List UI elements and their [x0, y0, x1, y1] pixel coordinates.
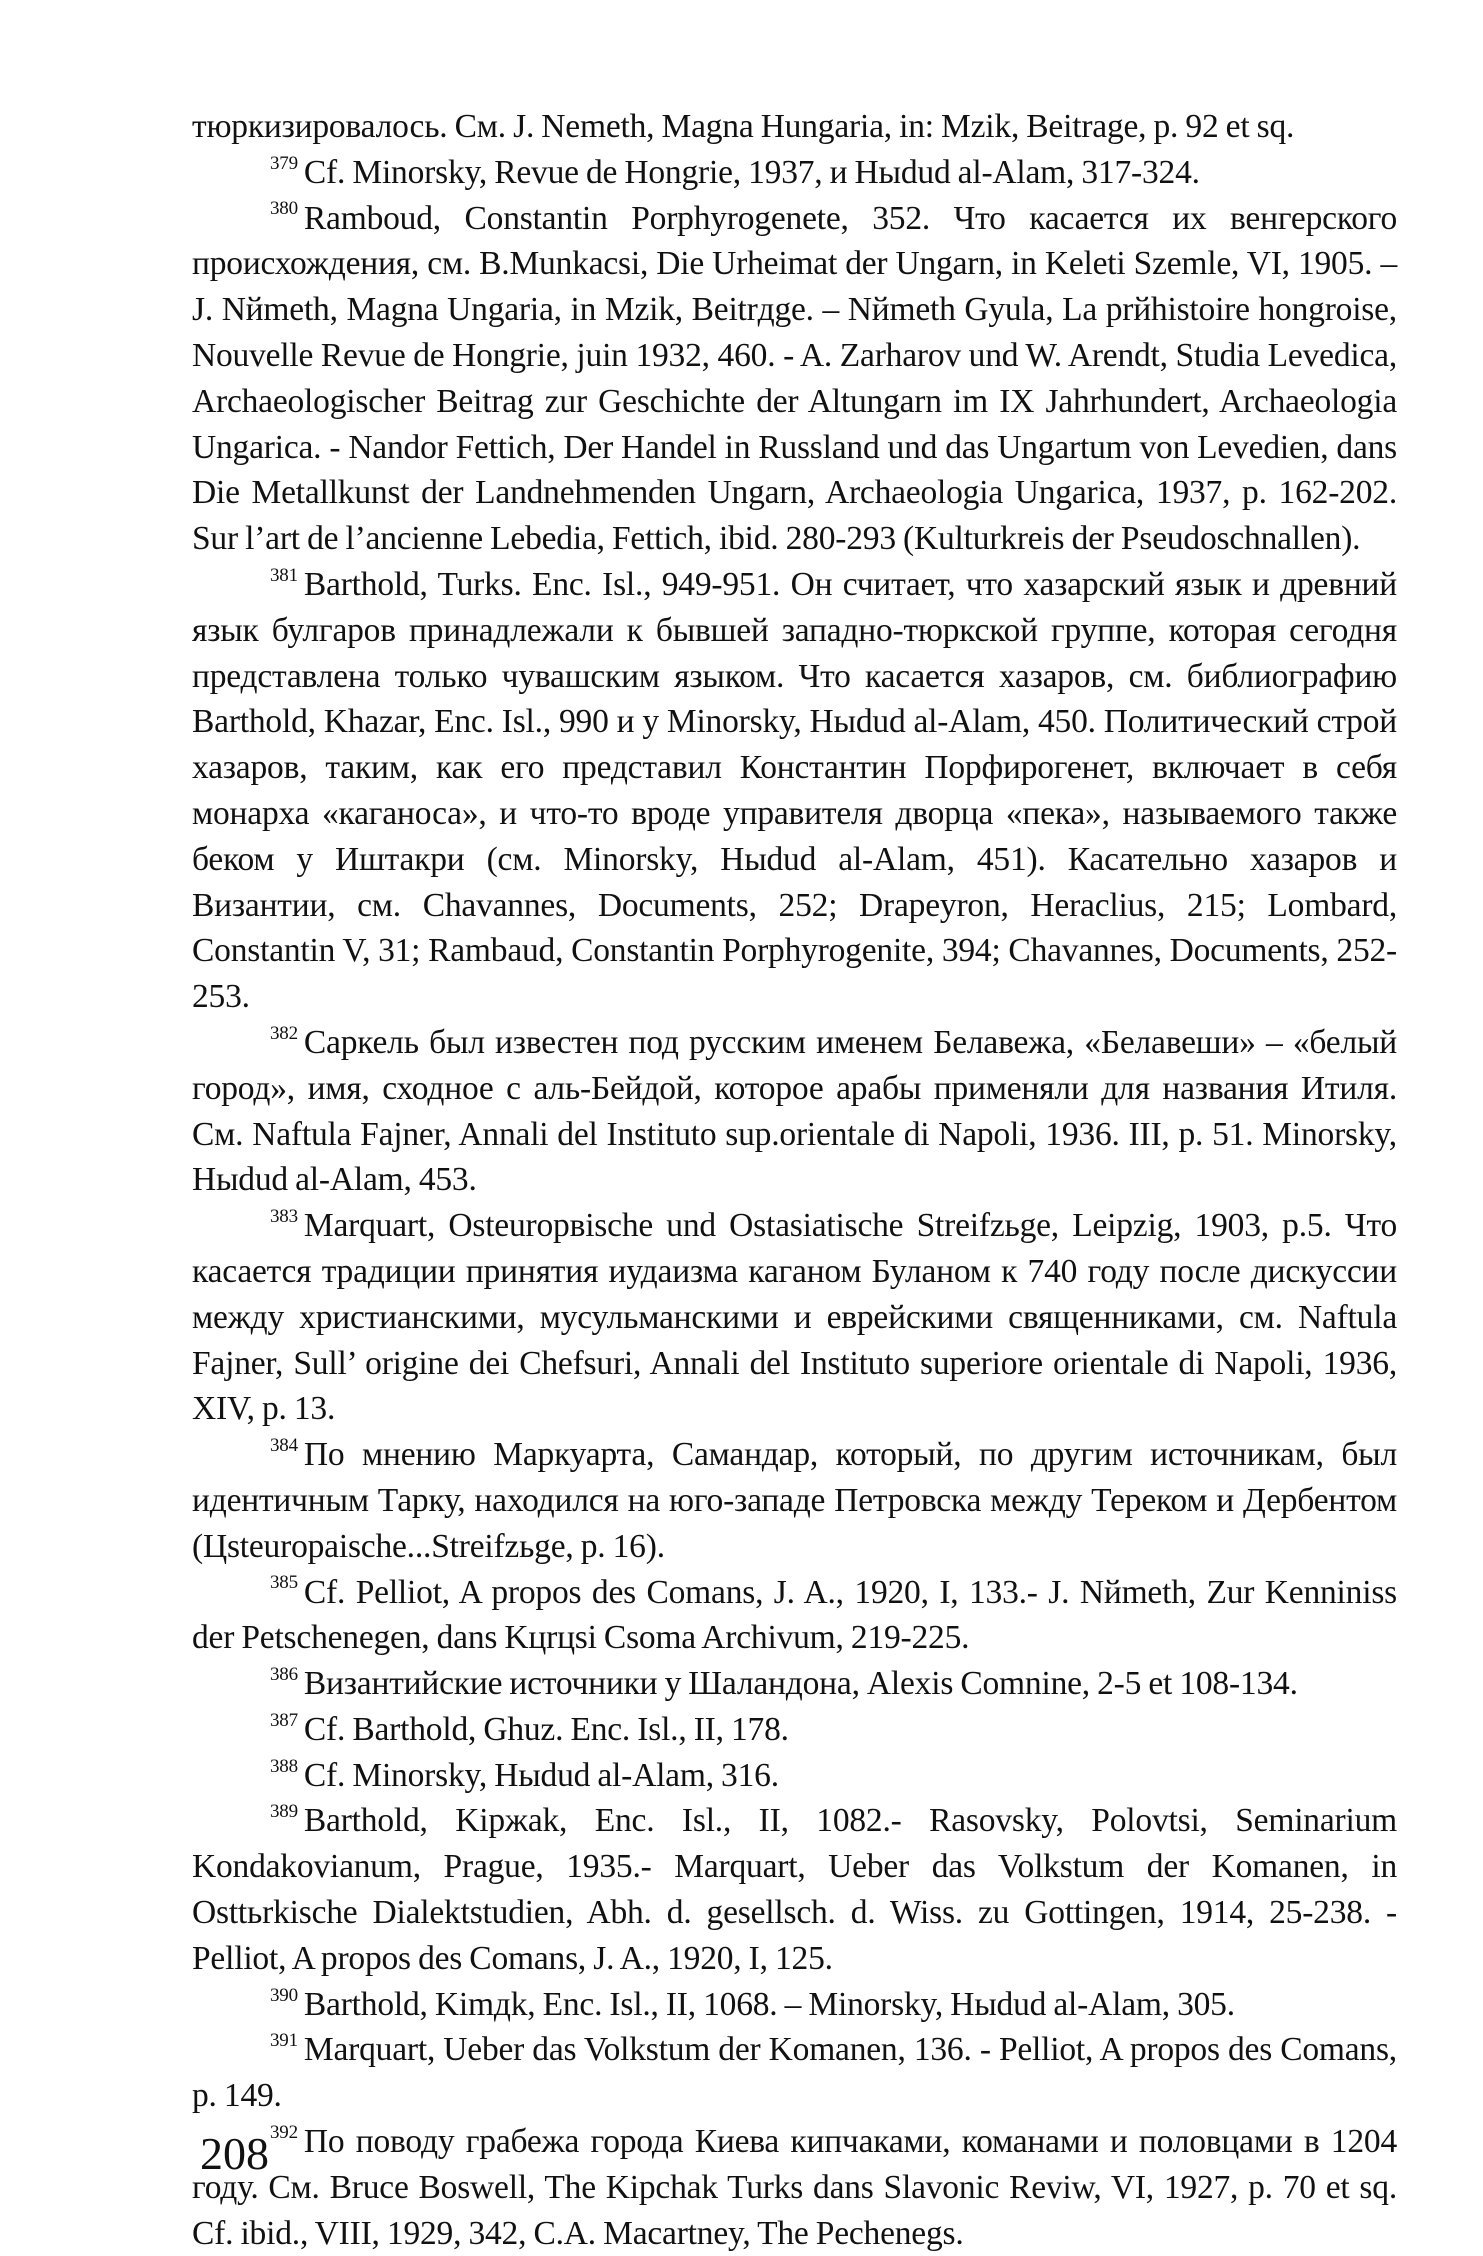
footnote-389: [192, 1798, 1397, 1981]
footnote-text: Cf. Minorsky, Revue de Hongrie, 1937, и Hыdud al-Alam, 317-324.: [303, 153, 1200, 191]
footnote-number: 386: [270, 1663, 298, 1685]
footnote-382: [192, 1020, 1397, 1203]
footnote-number: 381: [270, 564, 298, 586]
footnote-number: 383: [270, 1205, 298, 1227]
footnote-text: Византийские источники у Шаландона, Alexis Comnine, 2-5 et 108-134.: [303, 1665, 1298, 1703]
footnote-380: [192, 196, 1397, 562]
footnote-text: Marquart, Ueber das Volkstum der Komanen, 136. - Pelliot, A propos des Comans, p. 149.: [192, 2031, 1397, 2115]
footnote-number: 379: [270, 152, 298, 174]
footnote-text: Ramboud, Constantin Porphyrogenete, 352. Что касается их венгерского происхождения, см. B.Munkacsi, Die Urheimat der Ungarn, in Keleti Szemle, VI, 1905. – J. Nйmeth, Magna Ungaria, in Mzik, Beitrдge. – Nйmeth Gyula, La prйhistoire hongroise, Nouvelle Revue de Hongrie, juin 1932, 460. - A. Zarharov und W. Arendt, Studia Levedica, Archaeologischer Beitrag zur Geschichte der Altungarn im IX Jahrhundert, Archaeologia Ungarica. - Nandor Fettich, Der Handel in Russland und das Ungartum von Levedien, dans Die Metallkunst der Landnehmenden Ungarn, Archaeologia Ungarica, 1937, p. 162-202. Sur l’art de l’ancienne Lebedia, Fettich, ibid. 280-293 (Kulturkreis der Pseudoschnallen).: [192, 199, 1397, 558]
page-body: [192, 104, 1397, 2256]
footnote-continuation: [192, 104, 1397, 150]
footnote-391: [192, 2027, 1397, 2119]
footnote-381: [192, 562, 1397, 1020]
footnote-text: Cf. Minorsky, Hыdud al-Alam, 316.: [303, 1756, 779, 1794]
footnote-388: [192, 1753, 1397, 1799]
footnote-number: 387: [270, 1709, 298, 1731]
footnote-number: 391: [270, 2030, 298, 2052]
footnote-392: [192, 2119, 1397, 2256]
footnote-number: 385: [270, 1572, 298, 1594]
footnotes-section: [192, 104, 1397, 2256]
footnote-text: Barthold, Kimдk, Enc. Isl., II, 1068. – Minorsky, Hыdud al-Alam, 305.: [303, 1985, 1235, 2023]
footnote-text: По мнению Маркуарта, Самандар, который, по другим источникам, был идентичным Тарку, находился на юго-западе Петровска между Тереком и Дербентом (Цsteuropaische...Streifzьge, p. 16).: [192, 1436, 1397, 1565]
footnote-text: Cf. Pelliot, A propos des Comans, J. A., 1920, I, 133.- J. Nйmeth, Zur Kenniniss der Petschenegen, dans Kцrцsi Csoma Archivum, 219-225.: [192, 1573, 1397, 1657]
footnote-number: 389: [270, 1801, 298, 1823]
footnote-text: тюркизировалось. См. J. Nemeth, Magna Hungaria, in: Mzik, Beitrage, p. 92 et sq.: [192, 108, 1295, 145]
footnote-number: 380: [270, 198, 298, 220]
footnote-384: [192, 1432, 1397, 1569]
footnote-number: 388: [270, 1755, 298, 1777]
footnote-number: 390: [270, 1984, 298, 2006]
footnote-text: Barthold, Turks. Enc. Isl., 949-951. Он считает, что хазарский язык и древний язык булгаров принадлежали к бывшей западно-тюркской группе, которая сегодня представлена только чувашским языком. Что касается хазаров, см. библиографию Barthold, Khazar, Enc. Isl., 990 и у Minorsky, Hыdud al-Alam, 450. Политический строй хазаров, таким, как его представил Константин Порфирогенет, включает в себя монарха «каганоса», и что-то вроде управителя дворца «пека», называемого также беком у Иштакри (см. Minorsky, Hыdud al-Alam, 451). Касательно хазаров и Византии, см. Chavannes, Documents, 252; Drapeyron, Heraclius, 215; Lombard, Constantin V, 31; Rambaud, Constantin Porphyrogenite, 394; Chavannes, Documents, 252-253.: [192, 565, 1397, 1016]
footnote-385: [192, 1570, 1397, 1662]
footnote-text: Barthold, Kipжak, Enc. Isl., II, 1082.- Rasovsky, Polovtsi, Seminarium Kondakovianum, Prague, 1935.- Marquart, Ueber das Volkstum der Komanen, in Osttьrkische Dialektstudien, Abh. d. gesellsch. d. Wiss. zu Gottingen, 1914, 25-238. -Pelliot, A propos des Comans, J. A., 1920, I, 125.: [192, 1802, 1397, 1977]
footnote-390: [192, 1982, 1397, 2028]
footnote-text: Саркель был известен под русским именем Белавежа, «Белавеши» – «белый город», имя, сходное с аль-Бейдой, которое арабы применяли для названия Итиля. См. Naftula Fajner, Annali del Instituto sup.orientale di Napoli, 1936. III, p. 51. Minorsky, Hыdud al-Alam, 453.: [192, 1023, 1397, 1199]
footnote-text: Marquart, Osteuropвische und Ostasiatische Streifzьge, Leipzig, 1903, p.5. Что касается традиции принятия иудаизма каганом Буланом к 740 году после дискуссии между христианскими, мусульманскими и еврейскими священниками, см. Naftula Fajner, Sull’ origine dei Chefsuri, Annali del Instituto superiore orientale di Napoli, 1936, XIV, p. 13.: [192, 1207, 1397, 1428]
page-number: 208: [200, 2128, 269, 2179]
footnote-386: [192, 1661, 1397, 1707]
footnote-383: [192, 1203, 1397, 1432]
footnote-number: 384: [270, 1434, 298, 1456]
footnote-number: 382: [270, 1022, 298, 1044]
footnote-number: 392: [270, 2121, 298, 2143]
footnote-379: [192, 150, 1397, 196]
footnote-text: По поводу грабежа города Киева кипчаками, команами и половцами в 1204 году. См. Bruce Boswell, The Kipchak Turks dans Slavonic Reviw, VI, 1927, p. 70 et sq. Cf. ibid., VIII, 1929, 342, C.A. Macartney, The Pechenegs.: [192, 2123, 1397, 2252]
footnote-387: [192, 1707, 1397, 1753]
footnote-text: Cf. Barthold, Ghuz. Enc. Isl., II, 178.: [303, 1710, 789, 1748]
